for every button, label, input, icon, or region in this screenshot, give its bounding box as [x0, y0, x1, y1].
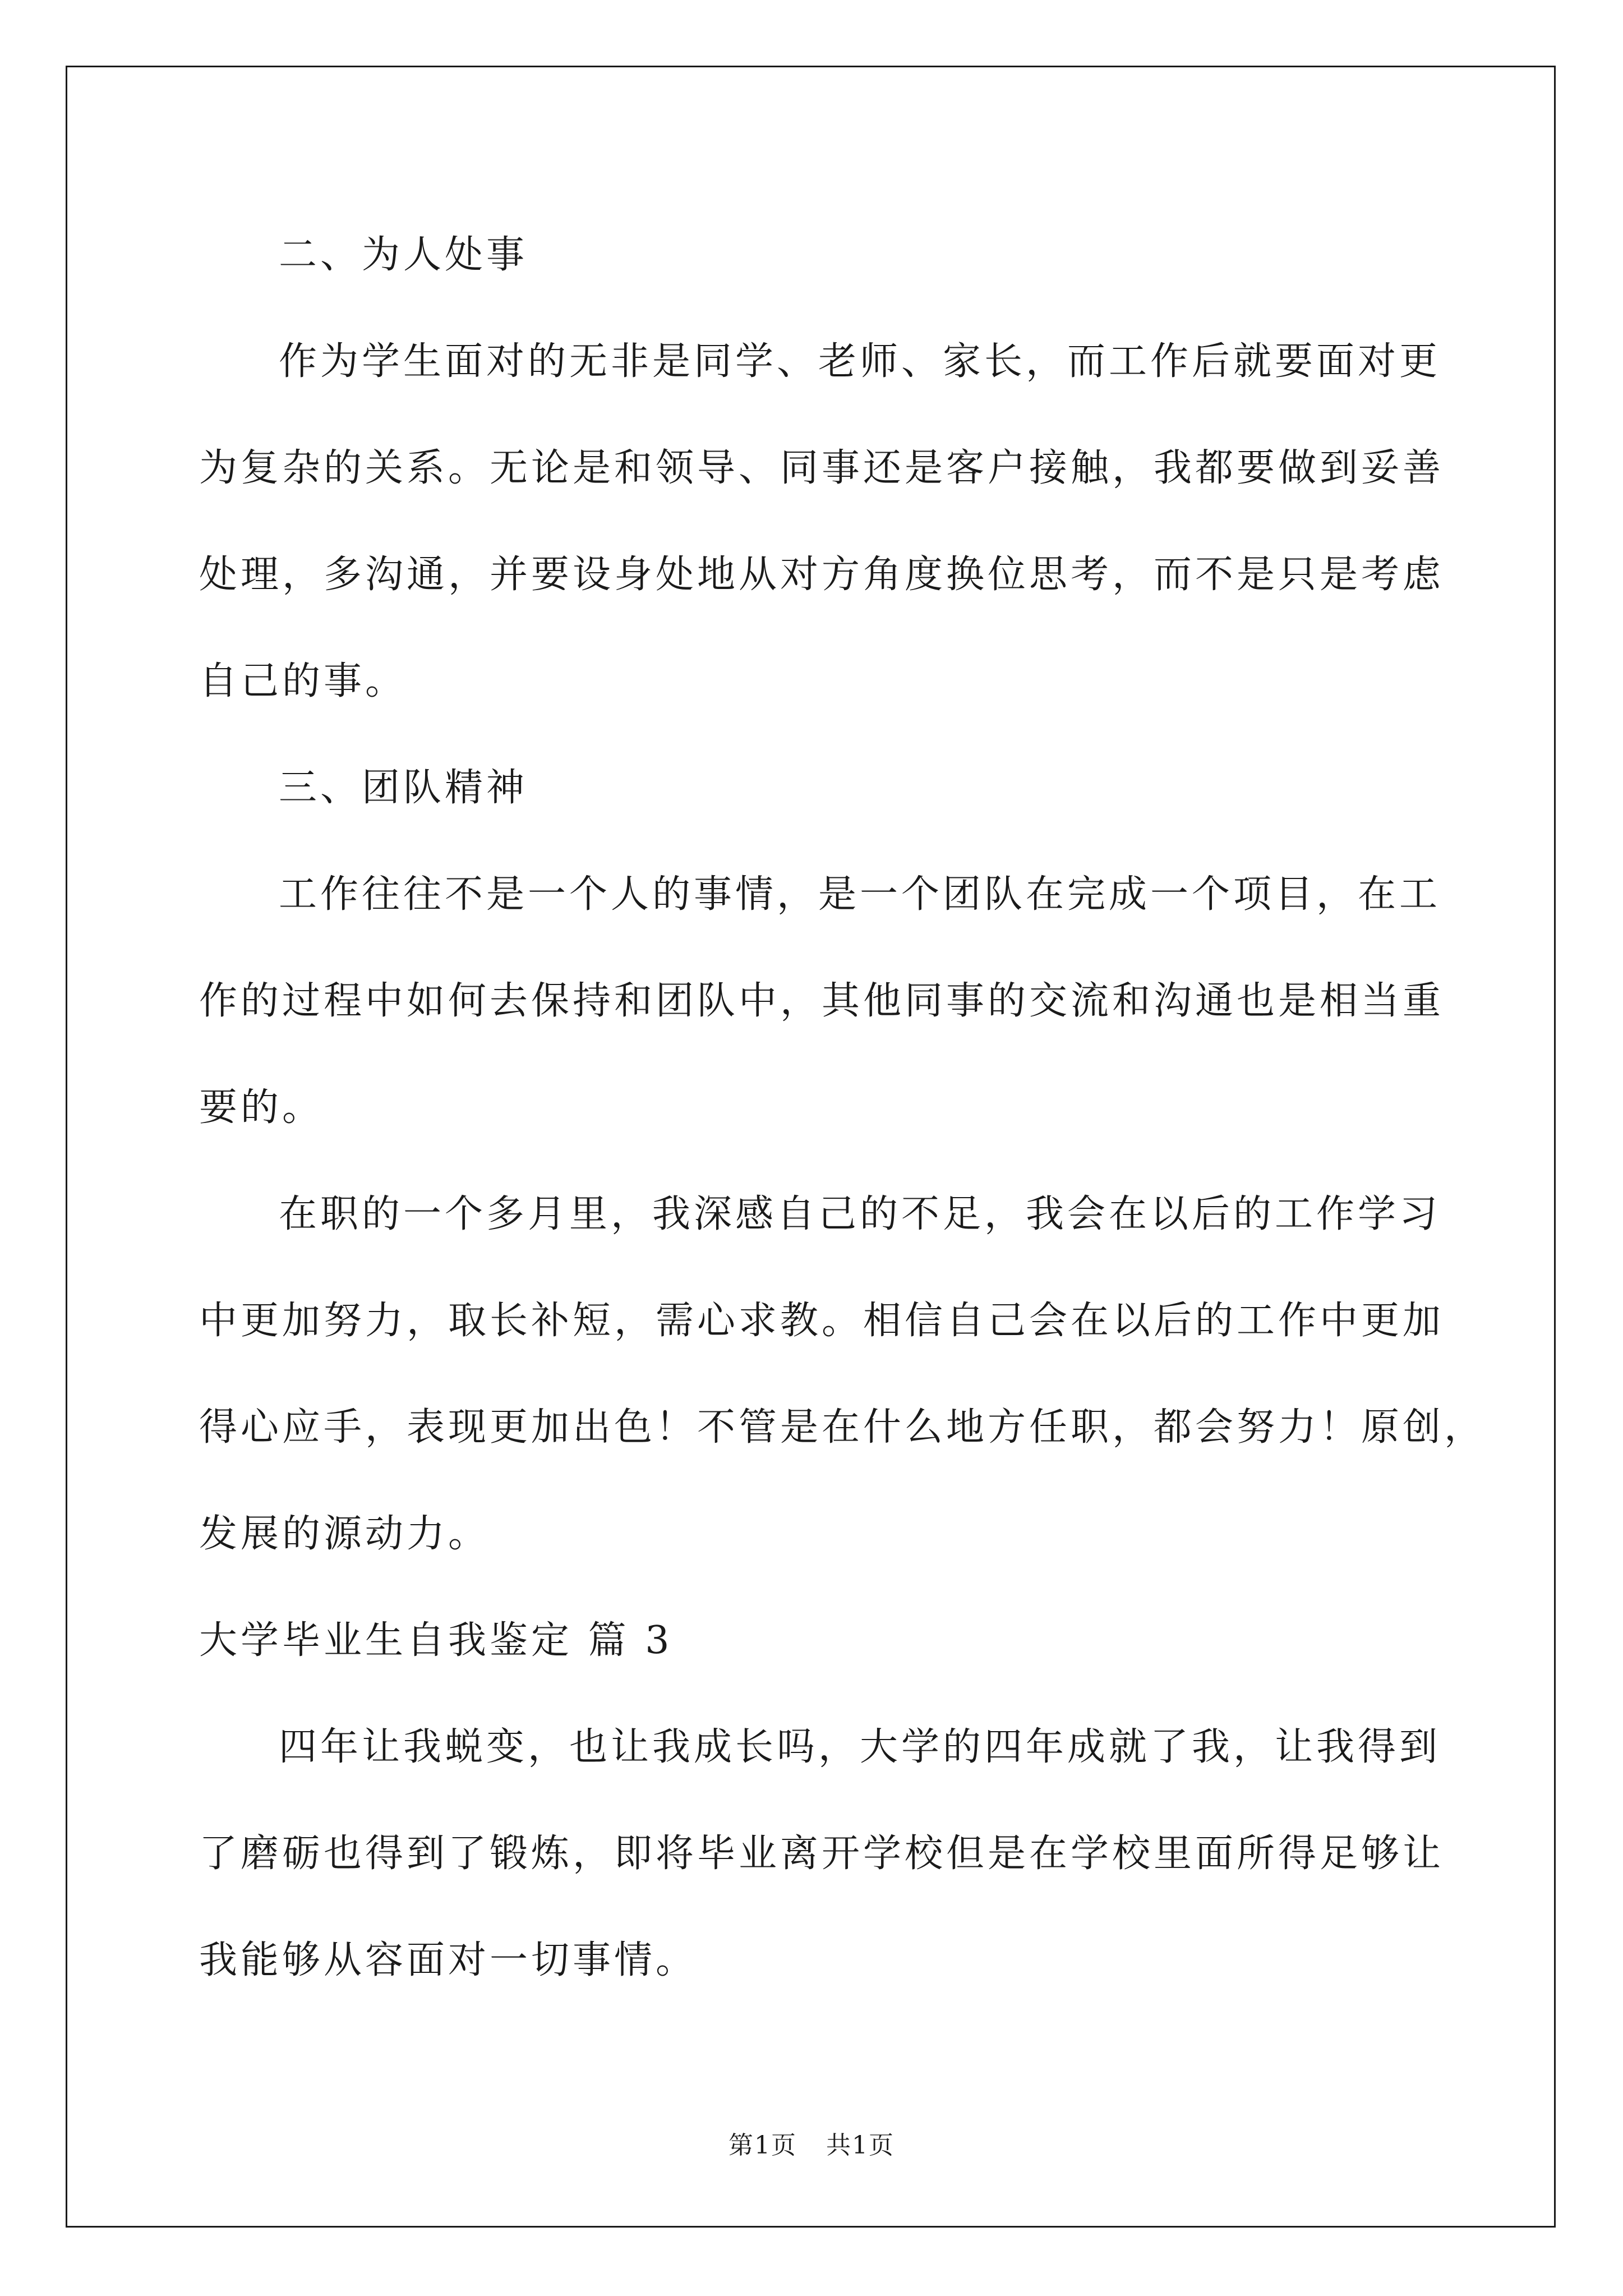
- paragraph-line: 了磨砺也得到了锻炼，即将毕业离开学校但是在学校里面所得足够让: [199, 1832, 1445, 1876]
- paragraph-line: 作的过程中如何去保持和团队中，其他同事的交流和沟通也是相当重: [199, 979, 1445, 1023]
- paragraph-line: 在职的一个多月里，我深感自己的不足，我会在以后的工作学习: [279, 1192, 1441, 1236]
- paragraph-line: 发展的源动力。: [199, 1512, 490, 1556]
- article-title: 大学毕业生自我鉴定 篇 3: [199, 1618, 673, 1663]
- paragraph-line: 工作往往不是一个人的事情，是一个团队在完成一个项目，在工: [279, 872, 1441, 917]
- paragraph-line: 作为学生面对的无非是同学、老师、家长，而工作后就要面对更: [279, 339, 1441, 384]
- paragraph-line: 要的。: [199, 1085, 324, 1130]
- page-number: 第1页: [728, 2131, 797, 2160]
- paragraph-line: 得心应手，表现更加出色！不管是在什么地方任职，都会努力！原创，: [199, 1405, 1486, 1450]
- paragraph-line: 四年让我蜕变，也让我成长吗，大学的四年成就了我，让我得到: [279, 1725, 1441, 1769]
- paragraph-line: 为复杂的关系。无论是和领导、同事还是客户接触，我都要做到妥善: [199, 446, 1445, 490]
- paragraph-line: 处理，多沟通，并要设身处地从对方角度换位思考，而不是只是考虑: [199, 553, 1445, 597]
- paragraph-teamwork: [199, 841, 1445, 1161]
- paragraph-four-years: [199, 1694, 1445, 2014]
- paragraph-line: 中更加努力，取长补短，需心求教。相信自己会在以后的工作中更加: [199, 1299, 1445, 1343]
- paragraph-line: 自己的事。: [199, 659, 407, 703]
- page-total: 共1页: [826, 2131, 895, 2160]
- document-body: [199, 202, 1486, 2014]
- paragraph-conclusion: [199, 1161, 1486, 1588]
- section-heading-teamwork: 三、团队精神: [279, 766, 528, 810]
- section-heading-interpersonal: 二、为人处事: [279, 233, 528, 277]
- paragraph-interpersonal: [199, 309, 1445, 735]
- paragraph-line: 我能够从容面对一切事情。: [199, 1938, 698, 1982]
- page-footer: [0, 2125, 1623, 2161]
